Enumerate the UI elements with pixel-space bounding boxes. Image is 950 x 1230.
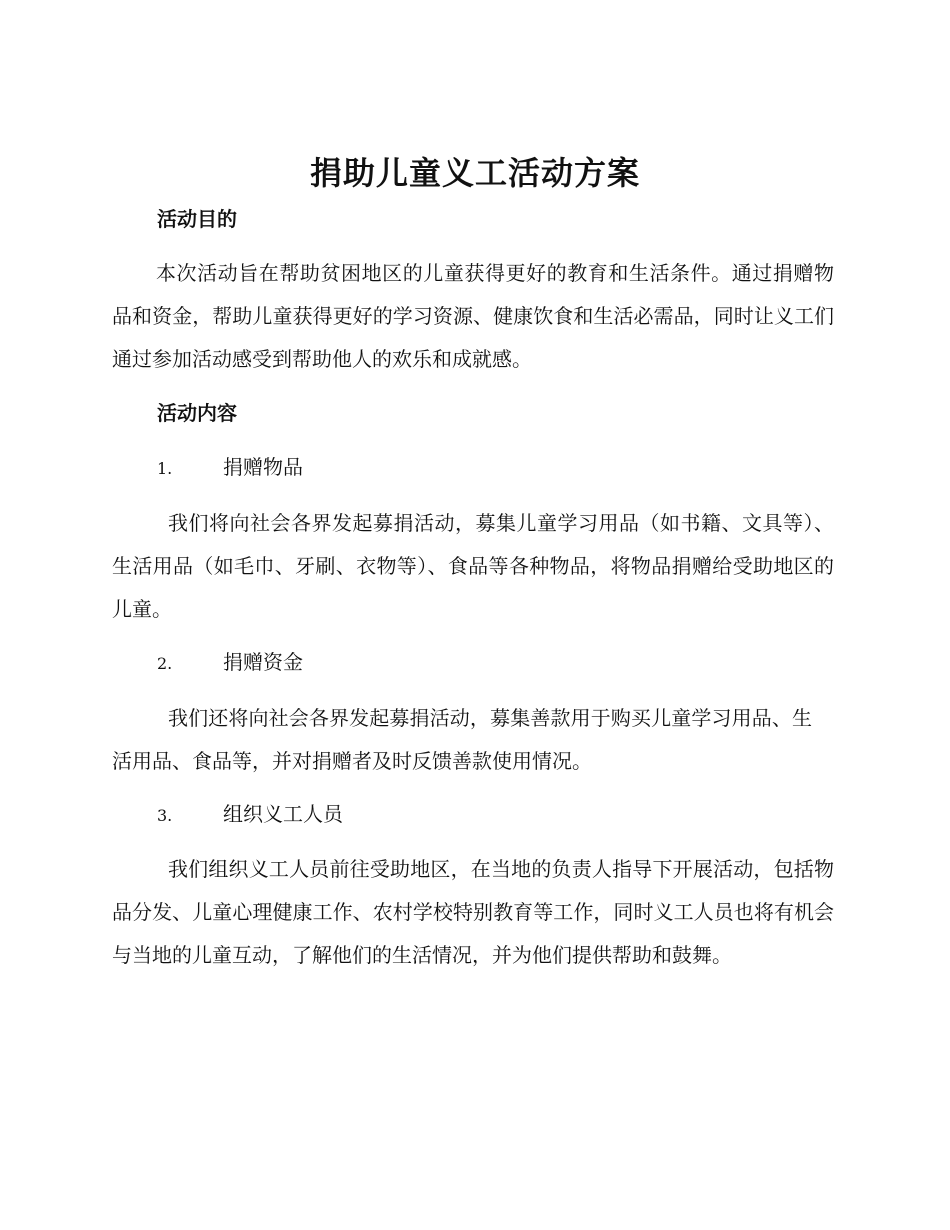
section-heading-content: 活动内容 <box>157 401 237 425</box>
item-1-paragraph: 我们将向社会各界发起募捐活动，募集儿童学习用品（如书籍、文具等）、生活用品（如毛巾、牙刷、衣物等）、食品等各种物品，将物品捐赠给受助地区的儿童。 <box>112 511 834 621</box>
list-item-number: 2. <box>157 654 173 673</box>
list-item-label: 捐赠资金 <box>223 650 303 674</box>
item-3-paragraph: 我们组织义工人员前往受助地区，在当地的负责人指导下开展活动，包括物品分发、儿童心理健康工作、农村学校特别教育等工作，同时义工人员也将有机会与当地的儿童互动，了解他们的生活情况，并为他们提供帮助和鼓舞。 <box>112 857 834 967</box>
list-item-number: 1. <box>157 459 173 478</box>
item-2-paragraph: 我们还将向社会各界发起募捐活动，募集善款用于购买儿童学习用品、生活用品、食品等，并对捐赠者及时反馈善款使用情况。 <box>112 706 812 773</box>
list-item-3 <box>157 799 343 831</box>
section-heading-purpose: 活动目的 <box>157 207 237 231</box>
purpose-paragraph: 本次活动旨在帮助贫困地区的儿童获得更好的教育和生活条件。通过捐赠物品和资金，帮助儿童获得更好的学习资源、健康饮食和生活必需品，同时让义工们通过参加活动感受到帮助他人的欢乐和成就感。 <box>112 261 834 371</box>
list-item-label: 组织义工人员 <box>223 802 343 826</box>
list-item-2 <box>157 647 303 679</box>
list-item-1 <box>157 452 303 484</box>
list-item-number: 3. <box>157 806 173 825</box>
document-title: 捐助儿童义工活动方案 <box>309 154 640 192</box>
list-item-label: 捐赠物品 <box>223 455 303 479</box>
